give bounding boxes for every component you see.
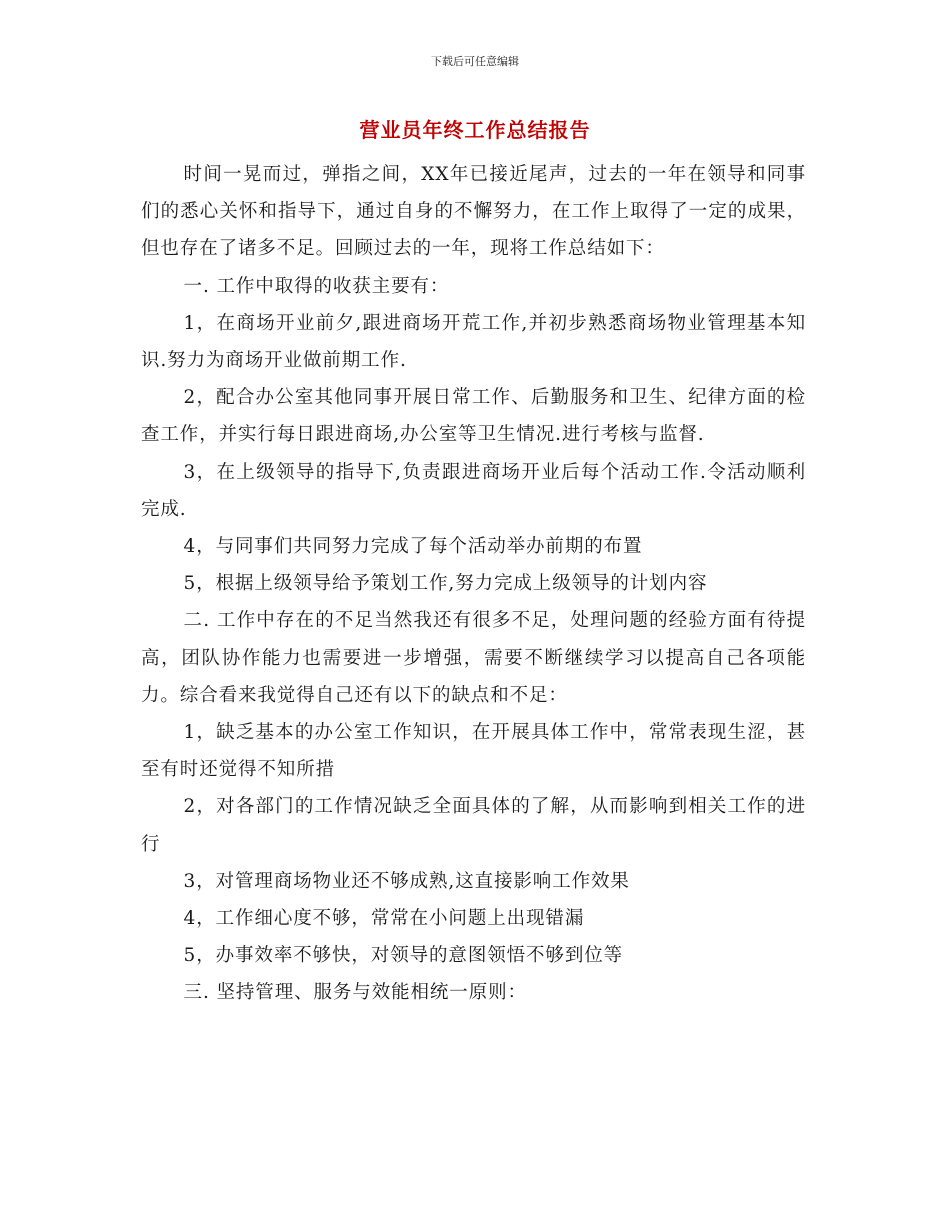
list-item: 5，根据上级领导给予策划工作,努力完成上级领导的计划内容	[183, 573, 708, 595]
list-item: 3，对管理商场物业还不够成熟,这直接影响工作效果	[183, 870, 630, 892]
list-item: 3，在上级领导的指导下,负责跟进商场开业后每个活动工作.令活动顺利完成.	[141, 461, 806, 520]
list-item: 4，工作细心度不够，常常在小问题上出现错漏	[183, 908, 585, 930]
section-heading-shortcomings: 二. 工作中存在的不足当然我还有很多不足，处理问题的经验方面有待提高，团队协作能力也需要进一步增强，需要不断继续学习以提高自己各项能力。综合看来我觉得自己还有以下的缺点和不足：	[141, 610, 806, 706]
paragraph-intro: 时间一晃而过，弹指之间，XX年已接近尾声，过去的一年在领导和同事们的悉心关怀和指导下，通过自身的不懈努力，在工作上取得了一定的成果，但也存在了诸多不足。回顾过去的一年，现将工作总结如下：	[141, 164, 806, 260]
section-heading-achievements: 一. 工作中取得的收获主要有：	[183, 275, 450, 297]
list-item: 5，办事效率不够快，对领导的意图领悟不够到位等	[183, 945, 624, 967]
document-title: 营业员年终工作总结报告	[359, 118, 591, 142]
list-item: 1，在商场开业前夕,跟进商场开荒工作,并初步熟悉商场物业管理基本知识.努力为商场开业做前期工作.	[141, 312, 806, 372]
section-heading-principles: 三. 坚持管理、服务与效能相统一原则：	[183, 982, 527, 1004]
list-item: 1，缺乏基本的办公室工作知识，在开展具体工作中，常常表现生涩，甚至有时还觉得不知所措	[141, 722, 806, 781]
list-item: 4，与同事们共同努力完成了每个活动举办前期的布置	[183, 536, 643, 558]
document-body	[141, 156, 806, 1012]
header-note: 下载后可任意编辑	[431, 55, 519, 68]
list-item: 2，配合办公室其他同事开展日常工作、后勤服务和卫生、纪律方面的检查工作，并实行每日跟进商场,办公室等卫生情况.进行考核与监督.	[141, 387, 806, 446]
list-item: 2，对各部门的工作情况缺乏全面具体的了解，从而影响到相关工作的进行	[141, 796, 806, 855]
